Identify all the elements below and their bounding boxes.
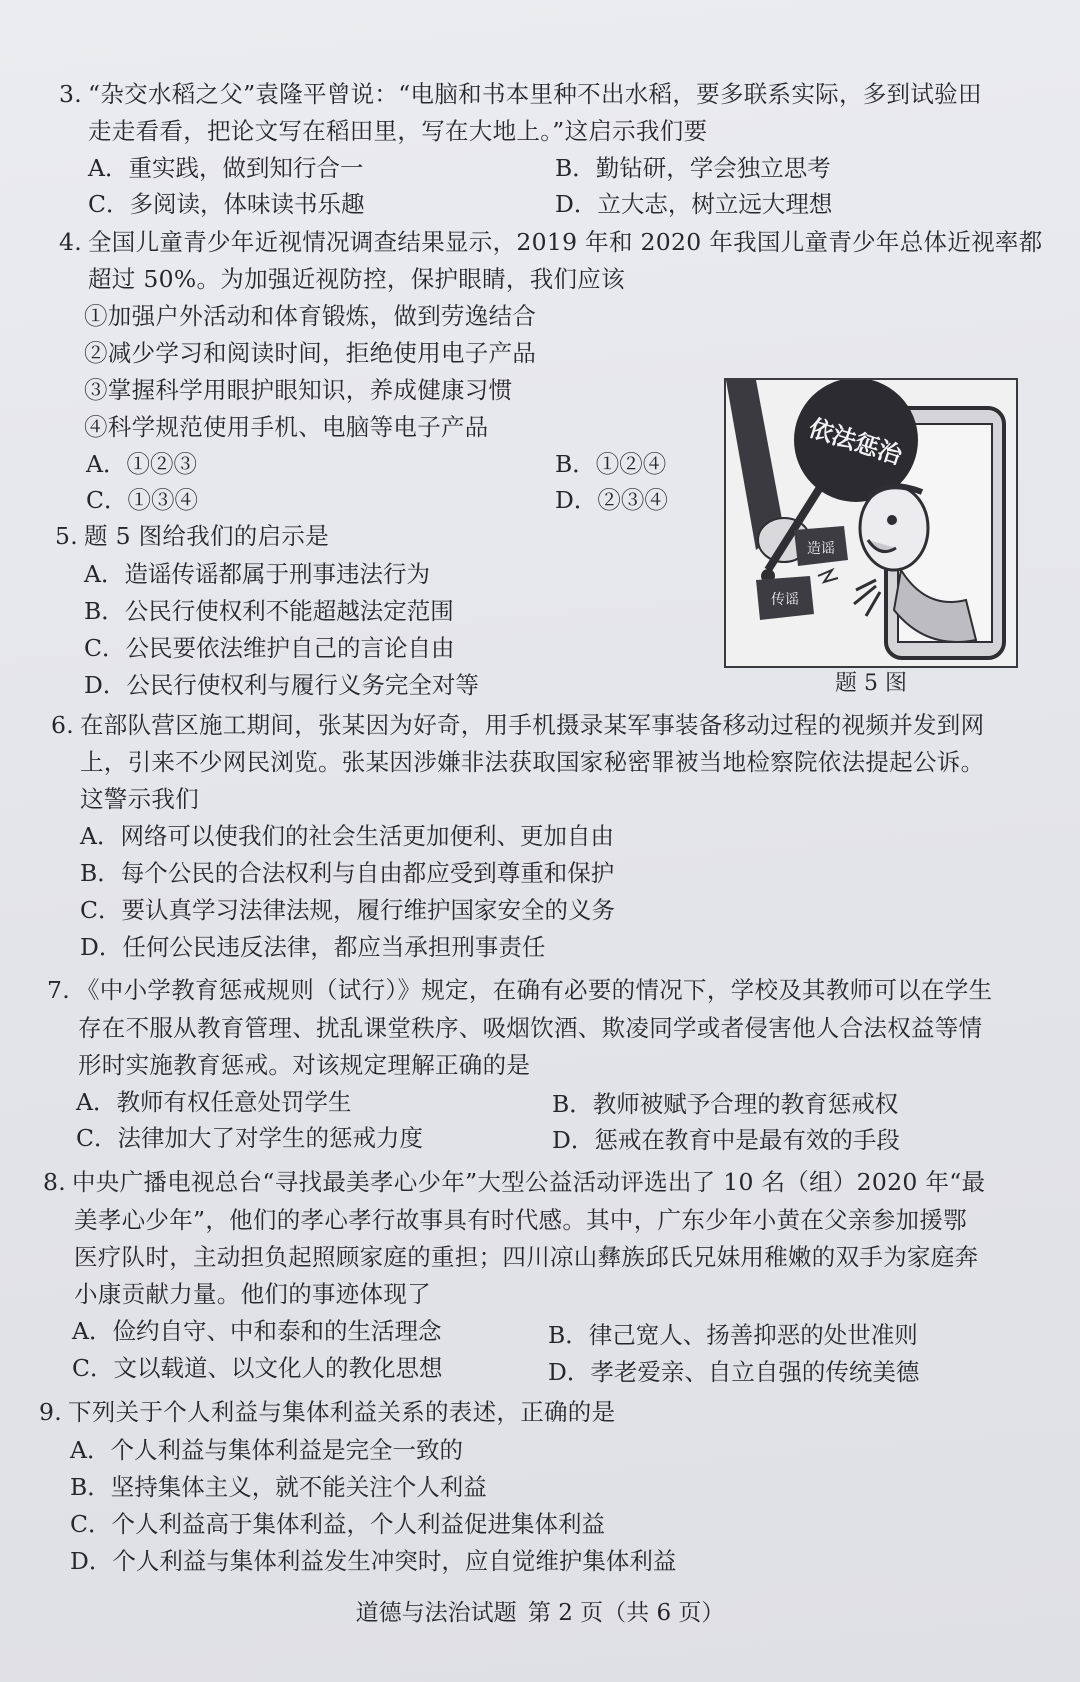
figure-5-cartoon <box>724 378 1018 668</box>
lightning-mark <box>818 570 838 582</box>
question-6-line-1 <box>40 707 984 743</box>
question-8-stem-3: 医疗队时，主动担负起照顾家庭的重担；四川凉山彝族邱氏兄妹用稚嫩的双手为家庭奔 <box>74 1243 979 1271</box>
question-6-option-c[interactable]: C．要认真学习法律法规，履行维护国家安全的义务 <box>80 896 615 924</box>
footer-subject: 道德与法治试题 <box>355 1600 517 1626</box>
question-3-stem-1: “杂交水稻之父”袁隆平曾说：“电脑和书本里种不出水稻，要多联系实际，多到试验田 <box>88 80 982 108</box>
sign-text: 依法惩治 <box>805 413 906 471</box>
rumor-bubble-2-text: 传谣 <box>771 592 799 608</box>
question-3-line-1 <box>48 76 982 112</box>
question-7-stem-1: 《中小学教育惩戒规则（试行）》规定，在确有必要的情况下，学校及其教师可以在学生 <box>76 976 993 1004</box>
question-5-option-a[interactable]: A．造谣传谣都属于刑事违法行为 <box>84 560 430 588</box>
question-6-option-d[interactable]: D．任何公民违反法律，都应当承担刑事责任 <box>80 933 546 961</box>
question-4-item-3: ③掌握科学用眼护眼知识，养成健康习惯 <box>84 376 513 404</box>
question-9-line-1 <box>28 1394 615 1430</box>
question-4-option-a[interactable]: A．①②③ <box>86 450 197 478</box>
question-7-stem-2: 存在不服从教育管理、扰乱课堂秩序、吸烟饮酒、欺凌同学或者侵害他人合法权益等情 <box>78 1014 983 1042</box>
question-5-option-b[interactable]: B．公民行使权利不能超越法定范围 <box>84 597 454 625</box>
question-7-number: 7. <box>46 976 70 1004</box>
question-3-stem-2: 走走看看，把论文写在稻田里，写在大地上。”这启示我们要 <box>88 117 708 145</box>
question-6-stem-2: 上，引来不少网民浏览。张某因涉嫌非法获取国家秘密罪被当地检察院依法提起公诉。 <box>80 748 985 776</box>
question-8-option-d[interactable]: D．孝老爱亲、自立自强的传统美德 <box>548 1358 920 1386</box>
question-8-stem-2: 美孝心少年”，他们的孝心孝行故事具有时代感。其中，广东少年小黄在父亲参加援鄂 <box>74 1206 967 1234</box>
question-9-number: 9. <box>38 1398 62 1426</box>
question-9-option-b[interactable]: B．坚持集体主义，就不能关注个人利益 <box>70 1473 487 1501</box>
question-3-option-d[interactable]: D．立大志，树立远大理想 <box>555 190 833 218</box>
question-8-option-c[interactable]: C．文以载道、以文化人的教化思想 <box>72 1354 443 1382</box>
question-8-stem-4: 小康贡献力量。他们的事迹体现了 <box>74 1280 431 1308</box>
question-8-option-b[interactable]: B．律己宽人、扬善抑恶的处世准则 <box>548 1321 918 1349</box>
man-eye <box>887 515 897 525</box>
question-4-item-4: ④科学规范使用手机、电脑等电子产品 <box>84 413 489 441</box>
rumor-bubble-1-text: 造谣 <box>807 541 835 557</box>
question-6-stem-3: 这警示我们 <box>80 785 199 813</box>
question-4-item-2: ②减少学习和阅读时间，拒绝使用电子产品 <box>84 339 537 367</box>
question-3-option-b[interactable]: B．勤钻研，学会独立思考 <box>555 154 831 182</box>
question-3-option-c[interactable]: C．多阅读，体味读书乐趣 <box>88 190 365 218</box>
question-7-stem-3: 形时实施教育惩戒。对该规定理解正确的是 <box>78 1051 531 1079</box>
question-7-line-1 <box>36 972 992 1008</box>
question-4-stem-1: 全国儿童青少年近视情况调查结果显示，2019 年和 2020 年我国儿童青少年总体近视率都 <box>88 228 1043 256</box>
figure-5-caption: 题 5 图 <box>835 671 907 696</box>
question-6-stem-1: 在部队营区施工期间，张某因为好奇，用手机摄录某军事装备移动过程的视频并发到网 <box>80 711 985 739</box>
question-8-stem-1: 中央广播电视总台“寻找最美孝心少年”大型公益活动评选出了 10 名（组）2020 年“最 <box>72 1168 986 1196</box>
question-5-line-1 <box>44 518 329 554</box>
footer-page-number: 第 2 页（共 6 页） <box>527 1600 725 1626</box>
question-4-line-1 <box>48 224 1043 260</box>
man-fingers <box>854 580 880 616</box>
question-5-option-c[interactable]: C．公民要依法维护自己的言论自由 <box>84 634 455 662</box>
question-4-option-d[interactable]: D．②③④ <box>555 486 668 514</box>
question-9-option-c[interactable]: C．个人利益高于集体利益，个人利益促进集体利益 <box>70 1510 605 1538</box>
question-4-stem-2: 超过 50%。为加强近视防控，保护眼睛，我们应该 <box>88 265 625 293</box>
question-6-option-a[interactable]: A．网络可以使我们的社会生活更加便利、更加自由 <box>80 822 614 850</box>
question-7-option-a[interactable]: A．教师有权任意处罚学生 <box>76 1088 352 1116</box>
page-footer <box>0 1596 1080 1630</box>
question-4-option-b[interactable]: B．①②④ <box>555 450 667 478</box>
cartoon-illustration <box>726 380 1016 666</box>
question-6-number: 6. <box>50 711 74 739</box>
question-5-number: 5. <box>54 522 78 550</box>
question-7-option-b[interactable]: B．教师被赋予合理的教育惩戒权 <box>552 1090 899 1118</box>
question-3-number: 3. <box>58 80 82 108</box>
question-6-option-b[interactable]: B．每个公民的合法权利与自由都应受到尊重和保护 <box>80 859 615 887</box>
question-8-line-1 <box>32 1164 985 1200</box>
question-9-stem: 下列关于个人利益与集体利益关系的表述，正确的是 <box>68 1398 616 1426</box>
question-4-option-c[interactable]: C．①③④ <box>86 486 198 514</box>
question-4-number: 4. <box>58 228 82 256</box>
question-4-item-1: ①加强户外活动和体育锻炼，做到劳逸结合 <box>84 302 537 330</box>
question-9-option-d[interactable]: D．个人利益与集体利益发生冲突时，应自觉维护集体利益 <box>70 1547 677 1575</box>
question-5-stem: 题 5 图给我们的启示是 <box>84 522 329 550</box>
question-3-option-a[interactable]: A．重实践，做到知行合一 <box>88 154 364 182</box>
question-7-option-d[interactable]: D．惩戒在教育中是最有效的手段 <box>552 1126 900 1154</box>
question-5-option-d[interactable]: D．公民行使权利与履行义务完全对等 <box>84 671 479 699</box>
question-8-option-a[interactable]: A．俭约自守、中和泰和的生活理念 <box>72 1317 442 1345</box>
question-9-option-a[interactable]: A．个人利益与集体利益是完全一致的 <box>70 1436 463 1464</box>
question-7-option-c[interactable]: C．法律加大了对学生的惩戒力度 <box>76 1124 423 1152</box>
question-8-number: 8. <box>42 1168 66 1196</box>
